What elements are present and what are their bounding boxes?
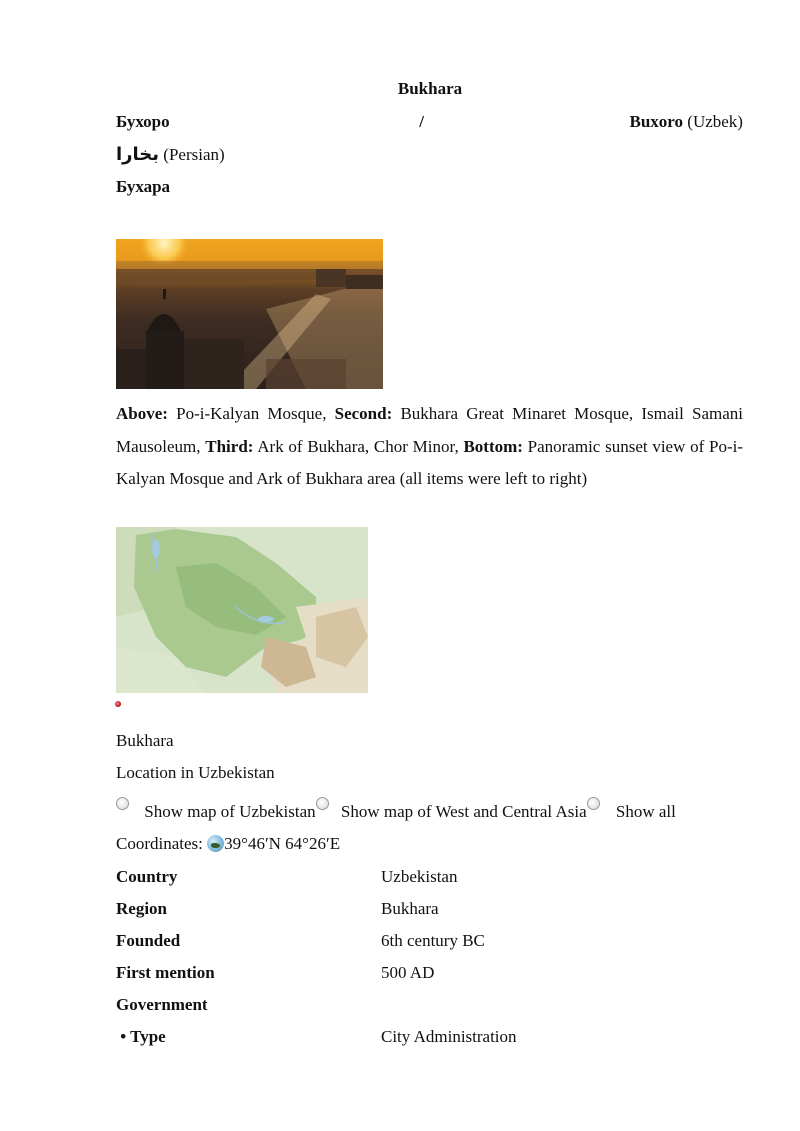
infobox-value: 500 AD xyxy=(381,963,435,982)
option-show-all-label[interactable]: Show all xyxy=(615,802,676,821)
infobox-value: City Administration xyxy=(381,1027,517,1046)
caption-second-text: Bukhara Great Minaret Mosque, Ismail Samani Mausoleum, xyxy=(116,404,744,456)
city-photo xyxy=(116,239,383,389)
infobox-label: Government xyxy=(116,995,208,1014)
caption-above-text: Po-i-Kalyan Mosque, xyxy=(176,404,327,423)
persian-name-line xyxy=(116,144,743,165)
map-location-caption: Location in Uzbekistan xyxy=(116,763,275,782)
option-uzbekistan-label[interactable]: Show map of Uzbekistan xyxy=(144,802,316,821)
name-uzbek-note: (Uzbek) xyxy=(687,112,743,131)
infobox-value: Uzbekistan xyxy=(381,867,458,886)
radio-show-all-icon[interactable] xyxy=(587,797,600,810)
infobox-label: First mention xyxy=(116,963,215,982)
caption-second-label: Second: xyxy=(334,404,393,423)
infobox-row-type xyxy=(116,1027,756,1051)
radio-west-central-asia-icon[interactable] xyxy=(316,797,329,810)
name-persian: بخارا xyxy=(116,144,160,165)
map-options xyxy=(116,797,743,821)
location-map[interactable] xyxy=(116,527,368,693)
infobox-value: Bukhara xyxy=(381,899,439,918)
sunset-mosque-image xyxy=(116,239,383,389)
name-persian-note: (Persian) xyxy=(163,145,225,164)
uzbekistan-relief-map xyxy=(116,527,368,693)
photo-caption xyxy=(116,398,743,496)
infobox-row-country xyxy=(116,867,756,891)
name-uzbek-latin: Buxoro xyxy=(629,112,684,131)
caption-bottom-text: Panoramic sunset view of Po-i-Kalyan Mosque and Ark of Bukhara area (all items were left to right) xyxy=(116,436,743,488)
infobox-label: Country xyxy=(116,867,178,886)
coordinates-line xyxy=(116,834,743,854)
radio-uzbekistan-icon[interactable] xyxy=(116,797,129,810)
caption-third-text: Ark of Bukhara, Chor Minor, xyxy=(257,436,459,456)
name-russian: Бухара xyxy=(116,177,171,196)
infobox-row-government xyxy=(116,995,756,1019)
coordinates-value[interactable]: 39°46′N 64°26′E xyxy=(224,834,341,853)
caption-above-label: Above: xyxy=(116,404,168,423)
infobox-row-first-mention xyxy=(116,963,756,987)
page-title: Bukhara xyxy=(397,79,463,98)
infobox-label: Founded xyxy=(116,931,181,950)
caption-third-label: Third: xyxy=(205,436,254,456)
name-separator: / xyxy=(419,112,424,131)
option-west-central-asia-label[interactable]: Show map of West and Central Asia xyxy=(340,802,587,821)
globe-icon[interactable] xyxy=(207,835,224,852)
name-uzbek-cyrillic: Бухоро xyxy=(116,112,170,131)
infobox-row-region xyxy=(116,899,756,923)
infobox-row-founded xyxy=(116,931,756,955)
map-marker-label: Bukhara xyxy=(116,731,174,750)
native-names-row xyxy=(116,112,743,132)
bukhara-marker-dot xyxy=(115,701,121,707)
coordinates-label: Coordinates: xyxy=(116,834,203,853)
infobox-label: Region xyxy=(116,899,167,918)
infobox-label: • Type xyxy=(116,1027,166,1046)
caption-bottom-label: Bottom: xyxy=(463,436,523,456)
infobox-value: 6th century BC xyxy=(381,931,485,950)
name-uzbek-latin-group xyxy=(629,112,743,132)
